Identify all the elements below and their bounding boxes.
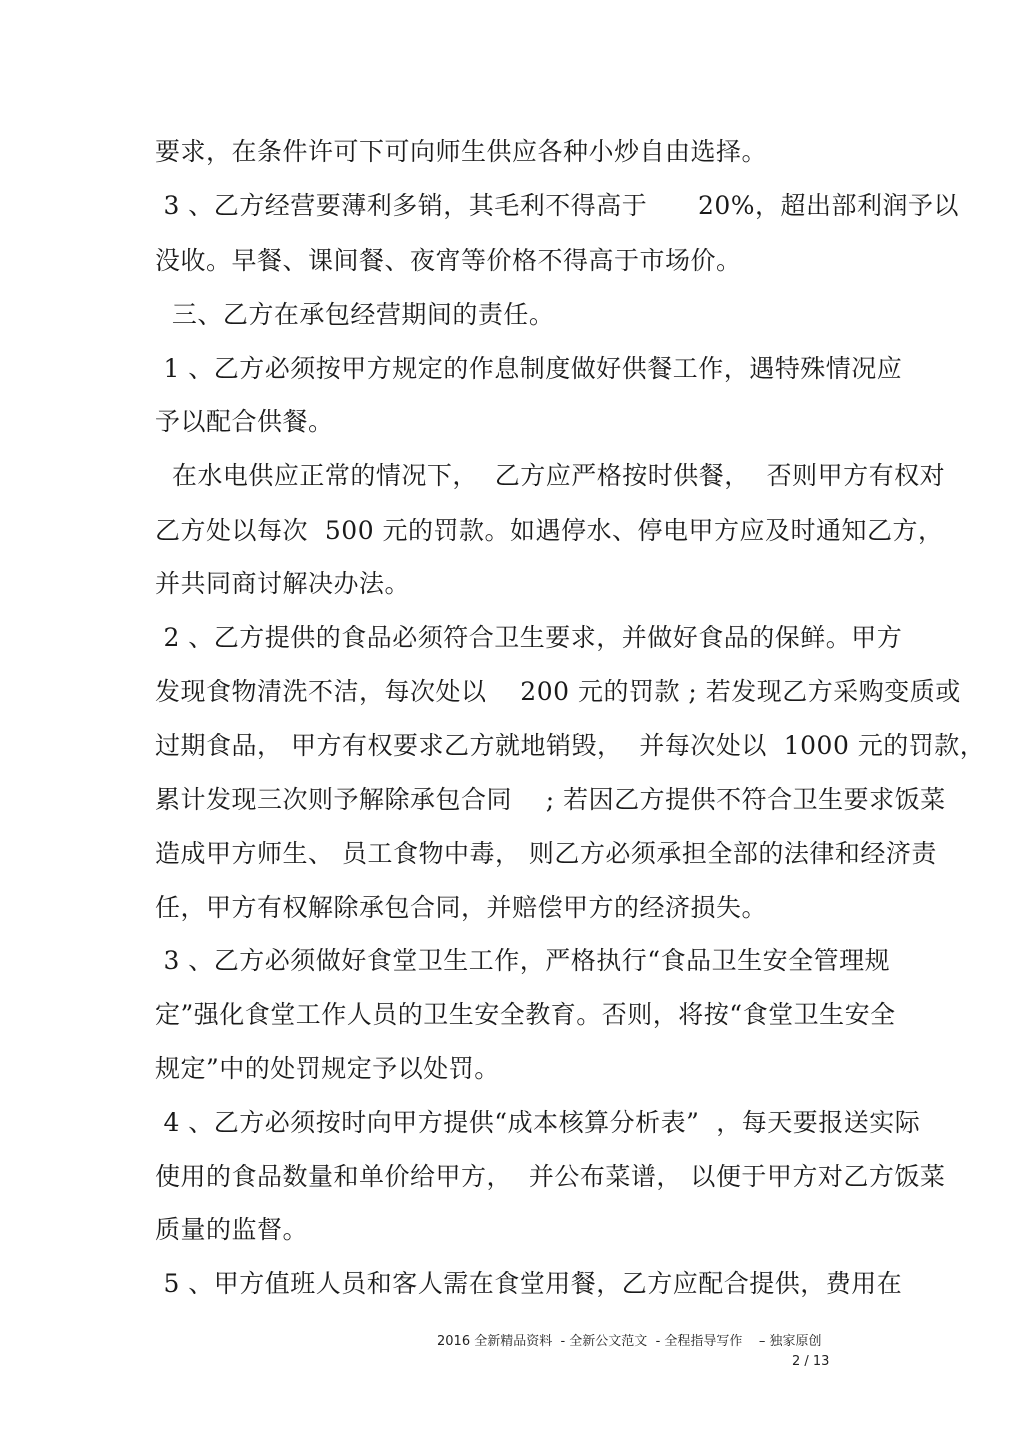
text-line: 3 、乙方经营要薄利多销，其毛利不得高于 20%，超出部利润予以 bbox=[155, 191, 960, 220]
page-number: 2 / 13 bbox=[792, 1354, 830, 1369]
text-line: 乙方处以每次 500 元的罚款。如遇停水、停电甲方应及时通知乙方， bbox=[155, 516, 944, 545]
text-line: 定”强化食堂工作人员的卫生安全教育。否则，将按“食堂卫生安全 bbox=[155, 1000, 896, 1029]
text-line: 5 、甲方值班人员和客人需在食堂用餐，乙方应配合提供，费用在 bbox=[155, 1269, 903, 1298]
text-line: 2 、乙方提供的食品必须符合卫生要求，并做好食品的保鲜。甲方 bbox=[155, 623, 903, 652]
text-line: 累计发现三次则予解除承包合同 ; 若因乙方提供不符合卫生要求饭菜 bbox=[155, 785, 946, 814]
text-line: 4 、乙方必须按时向甲方提供“成本核算分析表” ，每天要报送实际 bbox=[155, 1108, 921, 1137]
text-line: 没收。早餐、课间餐、夜宵等价格不得高于市场价。 bbox=[155, 246, 742, 275]
text-line: 使用的食品数量和单价给甲方， 并公布菜谱， 以便于甲方对乙方饭菜 bbox=[155, 1162, 946, 1191]
text-line: 规定”中的处罚规定予以处罚。 bbox=[155, 1054, 500, 1083]
text-line: 1 、乙方必须按甲方规定的作息制度做好供餐工作，遇特殊情况应 bbox=[155, 354, 903, 383]
text-line: 要求，在条件许可下可向师生供应各种小炒自由选择。 bbox=[155, 137, 768, 166]
text-line: 质量的监督。 bbox=[155, 1215, 309, 1244]
text-line: 造成甲方师生、 员工食物中毒， 则乙方必须承担全部的法律和经济责 bbox=[155, 839, 937, 868]
text-line: 过期食品， 甲方有权要求乙方就地销毁， 并每次处以 1000 元的罚款， bbox=[155, 731, 986, 760]
text-line: 任，甲方有权解除承包合同，并赔偿甲方的经济损失。 bbox=[155, 893, 768, 922]
text-line: 予以配合供餐。 bbox=[155, 407, 334, 436]
text-line: 三、乙方在承包经营期间的责任。 bbox=[155, 300, 555, 329]
text-line: 并共同商讨解决办法。 bbox=[155, 569, 411, 598]
text-line: 3 、乙方必须做好食堂卫生工作，严格执行“食品卫生安全管理规 bbox=[155, 946, 891, 975]
text-line: 在水电供应正常的情况下， 乙方应严格按时供餐， 否则甲方有权对 bbox=[155, 461, 946, 490]
footer-tagline: 2016 全新精品资料 - 全新公文范文 - 全程指导写作 – 独家原创 bbox=[437, 1334, 822, 1349]
text-line: 发现食物清洗不洁，每次处以 200 元的罚款 ; 若发现乙方采购变质或 bbox=[155, 677, 961, 706]
